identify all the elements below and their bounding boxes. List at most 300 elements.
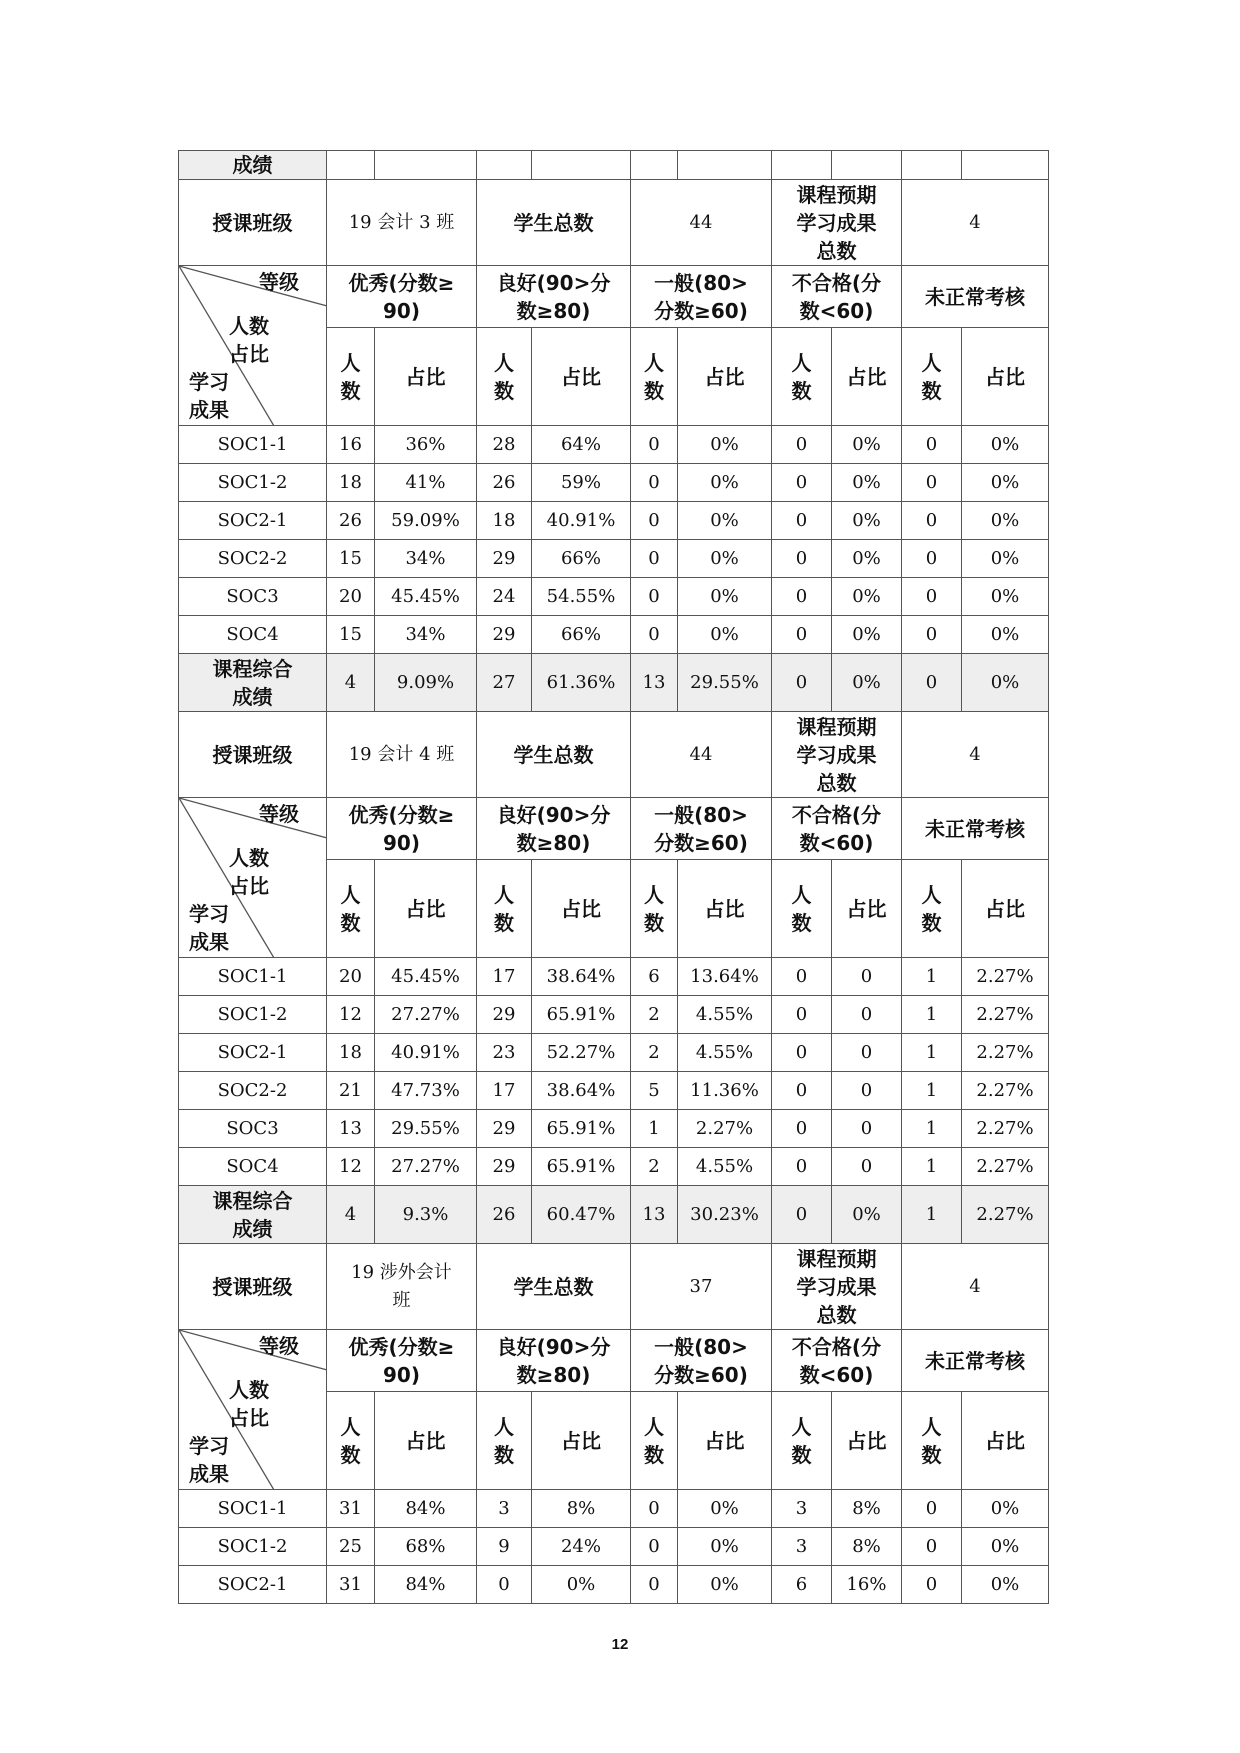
expected-outcomes-label-text: 课程预期 学习成果 总数 bbox=[796, 182, 877, 263]
data-cell bbox=[832, 464, 902, 502]
data-cell-text: 18 bbox=[339, 1041, 362, 1063]
data-cell-text: 38.64% bbox=[546, 965, 616, 987]
count-header-text: 人 数 bbox=[791, 882, 812, 935]
data-cell-text: 13.64% bbox=[690, 965, 759, 987]
data-cell-text: 8% bbox=[852, 1535, 881, 1557]
data-cell bbox=[327, 958, 375, 996]
grade-fair bbox=[631, 1330, 772, 1392]
data-cell-text: 0 bbox=[648, 471, 660, 493]
outcome-name-text: SOC1-2 bbox=[217, 471, 288, 493]
empty-cell bbox=[375, 151, 477, 180]
data-cell-text: 1 bbox=[925, 1117, 938, 1139]
data-cell bbox=[832, 426, 902, 464]
ratio-header-text: 占比 bbox=[985, 1428, 1025, 1453]
data-cell bbox=[962, 464, 1049, 502]
overall-cell bbox=[832, 654, 902, 712]
data-cell bbox=[532, 1490, 631, 1528]
outcome-name bbox=[179, 578, 327, 616]
data-cell bbox=[772, 1110, 832, 1148]
data-cell-text: 16 bbox=[339, 433, 362, 455]
overall-cell-text: 0% bbox=[852, 1203, 881, 1225]
data-cell bbox=[832, 1072, 902, 1110]
data-cell-text: 2 bbox=[648, 1003, 660, 1025]
data-cell bbox=[477, 1110, 532, 1148]
ratio-header bbox=[962, 1392, 1049, 1490]
class-name-text: 19 会计 3 班 bbox=[348, 211, 455, 233]
class-label-text: 授课班级 bbox=[212, 742, 293, 767]
diagonal-header-cell bbox=[179, 798, 327, 958]
expected-outcomes-label bbox=[772, 180, 902, 266]
data-cell bbox=[678, 958, 772, 996]
data-cell-text: 65.91% bbox=[546, 1155, 616, 1177]
data-cell-text: 29 bbox=[492, 1155, 516, 1177]
data-cell bbox=[477, 996, 532, 1034]
outcome-name bbox=[179, 1528, 327, 1566]
data-cell bbox=[532, 958, 631, 996]
data-cell bbox=[631, 996, 678, 1034]
data-cell bbox=[477, 958, 532, 996]
data-cell-text: 45.45% bbox=[391, 965, 460, 987]
total-students-label bbox=[477, 1244, 631, 1330]
outcome-name bbox=[179, 996, 327, 1034]
data-cell-text: 0 bbox=[648, 1573, 660, 1595]
overall-cell-text: 0% bbox=[990, 671, 1020, 693]
overall-label bbox=[179, 654, 327, 712]
overall-cell bbox=[477, 1186, 532, 1244]
count-header bbox=[477, 328, 532, 426]
data-cell-text: 38.64% bbox=[546, 1079, 616, 1101]
page-number: 12 bbox=[611, 1636, 629, 1653]
outcome-name bbox=[179, 502, 327, 540]
table-row bbox=[179, 426, 1049, 464]
data-cell-text: 0% bbox=[710, 1535, 739, 1557]
data-cell bbox=[902, 1148, 962, 1186]
data-cell-text: 0% bbox=[710, 547, 739, 569]
diagonal-header-cell bbox=[179, 266, 327, 426]
table-row bbox=[179, 578, 1049, 616]
diagonal-header-cell bbox=[179, 1330, 327, 1490]
ratio-header-text: 占比 bbox=[846, 1428, 887, 1453]
outcome-name bbox=[179, 426, 327, 464]
count-header-text: 人 数 bbox=[340, 1414, 361, 1467]
data-cell bbox=[532, 996, 631, 1034]
empty-cell bbox=[962, 151, 1049, 180]
data-cell bbox=[902, 1110, 962, 1148]
overall-cell-text: 9.09% bbox=[396, 671, 455, 693]
data-cell-text: 25 bbox=[339, 1535, 362, 1557]
data-cell bbox=[327, 578, 375, 616]
expected-outcomes-value-text: 4 bbox=[969, 211, 981, 233]
total-students-value bbox=[631, 180, 772, 266]
data-cell-text: 0 bbox=[860, 1003, 873, 1025]
ratio-header-text: 占比 bbox=[846, 364, 887, 389]
data-cell bbox=[327, 426, 375, 464]
ratio-header bbox=[375, 1392, 477, 1490]
count-header bbox=[772, 860, 832, 958]
data-cell bbox=[902, 540, 962, 578]
data-cell-text: 0 bbox=[795, 547, 808, 569]
data-cell-text: 84% bbox=[405, 1497, 446, 1519]
outcome-name-text: SOC4 bbox=[226, 1155, 279, 1177]
grade-label: 等级 bbox=[259, 270, 299, 294]
data-cell bbox=[327, 996, 375, 1034]
outcome-name-text: SOC2-1 bbox=[217, 509, 288, 531]
total-students-value bbox=[631, 712, 772, 798]
data-cell-text: 26 bbox=[492, 471, 516, 493]
grade-excellent-text: 优秀(分数≥ 90) bbox=[348, 1334, 455, 1387]
data-cell-text: 52.27% bbox=[546, 1041, 616, 1063]
count-header-text: 人 数 bbox=[340, 882, 361, 935]
grade-excellent bbox=[327, 1330, 477, 1392]
data-cell-text: 0% bbox=[710, 623, 739, 645]
outcome-name bbox=[179, 1490, 327, 1528]
data-cell bbox=[832, 1148, 902, 1186]
data-cell bbox=[772, 1072, 832, 1110]
data-cell bbox=[375, 578, 477, 616]
data-cell-text: 84% bbox=[405, 1573, 446, 1595]
data-cell-text: 0% bbox=[710, 471, 739, 493]
data-cell-text: 0% bbox=[710, 509, 739, 531]
data-cell bbox=[631, 958, 678, 996]
data-cell bbox=[962, 578, 1049, 616]
outcome-name-text: SOC1-1 bbox=[217, 965, 288, 987]
data-cell-text: 6 bbox=[648, 965, 660, 987]
data-cell-text: 4.55% bbox=[695, 1003, 754, 1025]
grade-good bbox=[477, 1330, 631, 1392]
data-cell bbox=[962, 1034, 1049, 1072]
data-cell-text: 29 bbox=[492, 1003, 516, 1025]
data-cell-text: 2.27% bbox=[976, 1155, 1034, 1177]
data-cell-text: 31 bbox=[339, 1497, 362, 1519]
ratio-header-text: 占比 bbox=[846, 896, 887, 921]
count-header-text: 人 数 bbox=[644, 1414, 664, 1467]
data-cell bbox=[772, 1148, 832, 1186]
data-cell-text: 0 bbox=[925, 471, 938, 493]
data-cell bbox=[772, 1490, 832, 1528]
data-cell bbox=[678, 1072, 772, 1110]
data-cell bbox=[631, 1528, 678, 1566]
data-cell-text: 0 bbox=[795, 509, 808, 531]
outcome-name-text: SOC3 bbox=[226, 1117, 279, 1139]
data-cell-text: 0 bbox=[925, 433, 938, 455]
data-cell-text: 31 bbox=[339, 1573, 362, 1595]
ratio-header bbox=[375, 328, 477, 426]
data-cell-text: 0% bbox=[852, 623, 881, 645]
data-cell bbox=[678, 578, 772, 616]
data-cell-text: 1 bbox=[925, 965, 938, 987]
total-students-label-text: 学生总数 bbox=[513, 1274, 594, 1299]
data-cell-text: 0 bbox=[498, 1573, 510, 1595]
table-row bbox=[179, 1566, 1049, 1604]
data-cell-text: 20 bbox=[339, 965, 362, 987]
data-cell bbox=[631, 1566, 678, 1604]
data-cell bbox=[631, 1148, 678, 1186]
ratio-header bbox=[532, 328, 631, 426]
outcome-name-text: SOC2-2 bbox=[217, 1079, 288, 1101]
data-cell-text: 0% bbox=[990, 471, 1020, 493]
data-cell-text: 0 bbox=[648, 1497, 660, 1519]
data-cell bbox=[832, 1566, 902, 1604]
data-cell bbox=[678, 502, 772, 540]
data-cell bbox=[832, 1490, 902, 1528]
table-row bbox=[179, 1330, 1049, 1392]
ratio-header-text: 占比 bbox=[405, 1428, 446, 1453]
data-cell bbox=[902, 996, 962, 1034]
data-cell-text: 0 bbox=[795, 1041, 808, 1063]
count-header bbox=[902, 328, 962, 426]
data-cell-text: 11.36% bbox=[690, 1079, 759, 1101]
data-cell-text: 64% bbox=[560, 433, 601, 455]
data-cell bbox=[832, 502, 902, 540]
data-cell-text: 2.27% bbox=[695, 1117, 754, 1139]
count-header bbox=[327, 328, 375, 426]
data-cell-text: 0% bbox=[710, 433, 739, 455]
expected-outcomes-value-text: 4 bbox=[969, 1275, 981, 1297]
data-cell bbox=[375, 1490, 477, 1528]
data-cell bbox=[631, 502, 678, 540]
class-name-text: 19 会计 4 班 bbox=[348, 743, 455, 765]
overall-cell bbox=[327, 654, 375, 712]
data-cell-text: 2.27% bbox=[976, 1079, 1034, 1101]
empty-cell bbox=[832, 151, 902, 180]
count-ratio-label: 人数 占比 bbox=[229, 1378, 269, 1430]
ratio-header bbox=[832, 328, 902, 426]
data-cell-text: 36% bbox=[405, 433, 446, 455]
outcome-name bbox=[179, 1566, 327, 1604]
grade-fair bbox=[631, 798, 772, 860]
ratio-header bbox=[532, 1392, 631, 1490]
data-cell-text: 66% bbox=[560, 547, 601, 569]
data-cell bbox=[902, 616, 962, 654]
table-row bbox=[179, 616, 1049, 654]
overall-cell bbox=[772, 1186, 832, 1244]
overall-cell-text: 9.3% bbox=[402, 1203, 449, 1225]
grade-label: 等级 bbox=[259, 1334, 299, 1358]
table-row bbox=[179, 712, 1049, 798]
outcome-name-text: SOC1-2 bbox=[217, 1535, 288, 1557]
data-cell bbox=[678, 426, 772, 464]
data-cell bbox=[327, 616, 375, 654]
count-header bbox=[477, 1392, 532, 1490]
data-cell-text: 18 bbox=[492, 509, 516, 531]
data-cell bbox=[327, 1110, 375, 1148]
data-cell bbox=[902, 426, 962, 464]
total-students-label-text: 学生总数 bbox=[513, 210, 594, 235]
table-row bbox=[179, 180, 1049, 266]
ratio-header bbox=[678, 1392, 772, 1490]
outcome-name-text: SOC1-2 bbox=[217, 1003, 288, 1025]
data-cell bbox=[678, 1034, 772, 1072]
data-cell bbox=[375, 502, 477, 540]
data-cell-text: 2.27% bbox=[976, 1041, 1034, 1063]
data-cell bbox=[962, 1490, 1049, 1528]
overall-cell-text: 29.55% bbox=[690, 671, 759, 693]
data-cell bbox=[532, 1072, 631, 1110]
data-cell bbox=[375, 958, 477, 996]
data-cell-text: 0% bbox=[710, 585, 739, 607]
data-cell-text: 0% bbox=[990, 433, 1020, 455]
data-cell bbox=[631, 464, 678, 502]
data-cell bbox=[902, 1034, 962, 1072]
data-cell bbox=[832, 540, 902, 578]
data-cell bbox=[327, 464, 375, 502]
grade-good-text: 良好(90>分 数≥80) bbox=[496, 270, 611, 323]
grade-fail-text: 不合格(分 数<60) bbox=[791, 1334, 882, 1387]
expected-outcomes-value bbox=[902, 1244, 1049, 1330]
table-row bbox=[179, 1528, 1049, 1566]
grade-fail bbox=[772, 798, 902, 860]
data-cell bbox=[772, 578, 832, 616]
table-row bbox=[179, 798, 1049, 860]
data-cell-text: 0% bbox=[852, 585, 881, 607]
ratio-header bbox=[375, 860, 477, 958]
data-cell-text: 8% bbox=[852, 1497, 881, 1519]
table-row bbox=[179, 1186, 1049, 1244]
data-cell-text: 0 bbox=[925, 547, 938, 569]
ratio-header-text: 占比 bbox=[985, 364, 1025, 389]
data-cell bbox=[631, 1110, 678, 1148]
data-cell-text: 1 bbox=[925, 1003, 938, 1025]
data-cell bbox=[477, 1566, 532, 1604]
expected-outcomes-label bbox=[772, 712, 902, 798]
learning-outcome-label: 学习 成果 bbox=[189, 1434, 229, 1486]
data-cell bbox=[477, 578, 532, 616]
data-cell-text: 13 bbox=[339, 1117, 362, 1139]
class-label-text: 授课班级 bbox=[212, 1274, 293, 1299]
count-header-text: 人 数 bbox=[644, 350, 664, 403]
overall-cell bbox=[962, 1186, 1049, 1244]
data-cell bbox=[772, 1528, 832, 1566]
data-cell bbox=[832, 958, 902, 996]
data-cell bbox=[375, 1072, 477, 1110]
overall-cell bbox=[477, 654, 532, 712]
data-cell bbox=[375, 1566, 477, 1604]
data-cell-text: 17 bbox=[492, 1079, 516, 1101]
data-cell bbox=[477, 464, 532, 502]
count-header-text: 人 数 bbox=[791, 1414, 812, 1467]
ratio-header bbox=[832, 860, 902, 958]
data-cell bbox=[902, 464, 962, 502]
data-cell bbox=[832, 996, 902, 1034]
table-row bbox=[179, 1110, 1049, 1148]
data-cell-text: 9 bbox=[498, 1535, 510, 1557]
data-cell bbox=[375, 1148, 477, 1186]
outcome-name bbox=[179, 464, 327, 502]
data-cell bbox=[631, 578, 678, 616]
overall-cell-text: 4 bbox=[344, 671, 357, 693]
expected-outcomes-value bbox=[902, 180, 1049, 266]
table-row bbox=[179, 1490, 1049, 1528]
data-cell bbox=[962, 1528, 1049, 1566]
data-cell bbox=[327, 1148, 375, 1186]
total-students-label bbox=[477, 712, 631, 798]
data-cell bbox=[477, 502, 532, 540]
outcome-name-text: SOC2-1 bbox=[217, 1041, 288, 1063]
data-cell bbox=[962, 958, 1049, 996]
data-cell-text: 24 bbox=[492, 585, 516, 607]
data-cell bbox=[327, 540, 375, 578]
grade-fair-text: 一般(80> 分数≥60) bbox=[654, 1334, 748, 1387]
empty-cell bbox=[327, 151, 375, 180]
data-cell bbox=[678, 464, 772, 502]
data-cell bbox=[902, 1566, 962, 1604]
count-header-text: 人 数 bbox=[494, 1414, 514, 1467]
empty-cell bbox=[631, 151, 678, 180]
data-cell bbox=[477, 616, 532, 654]
data-cell-text: 0% bbox=[990, 1573, 1020, 1595]
outcome-name bbox=[179, 1034, 327, 1072]
data-cell-text: 15 bbox=[339, 623, 362, 645]
data-cell-text: 2 bbox=[648, 1041, 660, 1063]
count-header bbox=[902, 860, 962, 958]
data-cell bbox=[477, 1490, 532, 1528]
expected-outcomes-label bbox=[772, 1244, 902, 1330]
overall-cell bbox=[327, 1186, 375, 1244]
outcome-name bbox=[179, 958, 327, 996]
data-cell-text: 17 bbox=[492, 965, 516, 987]
data-cell-text: 3 bbox=[795, 1497, 808, 1519]
data-cell-text: 0 bbox=[795, 585, 808, 607]
ratio-header-text: 占比 bbox=[561, 364, 601, 389]
ratio-header-text: 占比 bbox=[405, 364, 446, 389]
data-cell-text: 8% bbox=[566, 1497, 596, 1519]
table-row bbox=[179, 502, 1049, 540]
data-cell bbox=[375, 1034, 477, 1072]
class-label-text: 授课班级 bbox=[212, 210, 293, 235]
scores-table bbox=[178, 150, 1049, 1604]
count-header bbox=[631, 328, 678, 426]
total-students-value-text: 44 bbox=[689, 211, 713, 233]
count-header-text: 人 数 bbox=[921, 882, 942, 935]
data-cell bbox=[532, 578, 631, 616]
data-cell bbox=[477, 1528, 532, 1566]
table-row bbox=[179, 1034, 1049, 1072]
count-header-text: 人 数 bbox=[340, 350, 361, 403]
class-label bbox=[179, 712, 327, 798]
grade-excellent bbox=[327, 798, 477, 860]
data-cell-text: 68% bbox=[405, 1535, 446, 1557]
data-cell bbox=[532, 1148, 631, 1186]
data-cell-text: 0% bbox=[852, 471, 881, 493]
empty-cell bbox=[678, 151, 772, 180]
grade-label: 等级 bbox=[259, 802, 299, 826]
grade-abnormal bbox=[902, 798, 1049, 860]
overall-cell bbox=[962, 654, 1049, 712]
data-cell bbox=[772, 502, 832, 540]
data-cell-text: 0 bbox=[860, 1041, 873, 1063]
data-cell bbox=[532, 1528, 631, 1566]
data-cell bbox=[902, 1072, 962, 1110]
count-header bbox=[772, 328, 832, 426]
learning-outcome-label: 学习 成果 bbox=[189, 370, 229, 422]
grade-abnormal bbox=[902, 266, 1049, 328]
data-cell-text: 45.45% bbox=[391, 585, 460, 607]
data-cell bbox=[962, 426, 1049, 464]
grade-excellent-text: 优秀(分数≥ 90) bbox=[348, 270, 455, 323]
overall-cell-text: 4 bbox=[344, 1203, 357, 1225]
empty-cell bbox=[532, 151, 631, 180]
class-name bbox=[327, 712, 477, 798]
overall-cell bbox=[375, 1186, 477, 1244]
grade-fail-text: 不合格(分 数<60) bbox=[791, 270, 882, 323]
data-cell bbox=[631, 540, 678, 578]
data-cell-text: 2.27% bbox=[976, 1117, 1034, 1139]
data-cell bbox=[532, 1110, 631, 1148]
data-cell bbox=[477, 1148, 532, 1186]
data-cell-text: 0 bbox=[648, 623, 660, 645]
grade-abnormal-text: 未正常考核 bbox=[925, 816, 1025, 841]
ratio-header-text: 占比 bbox=[704, 1428, 745, 1453]
